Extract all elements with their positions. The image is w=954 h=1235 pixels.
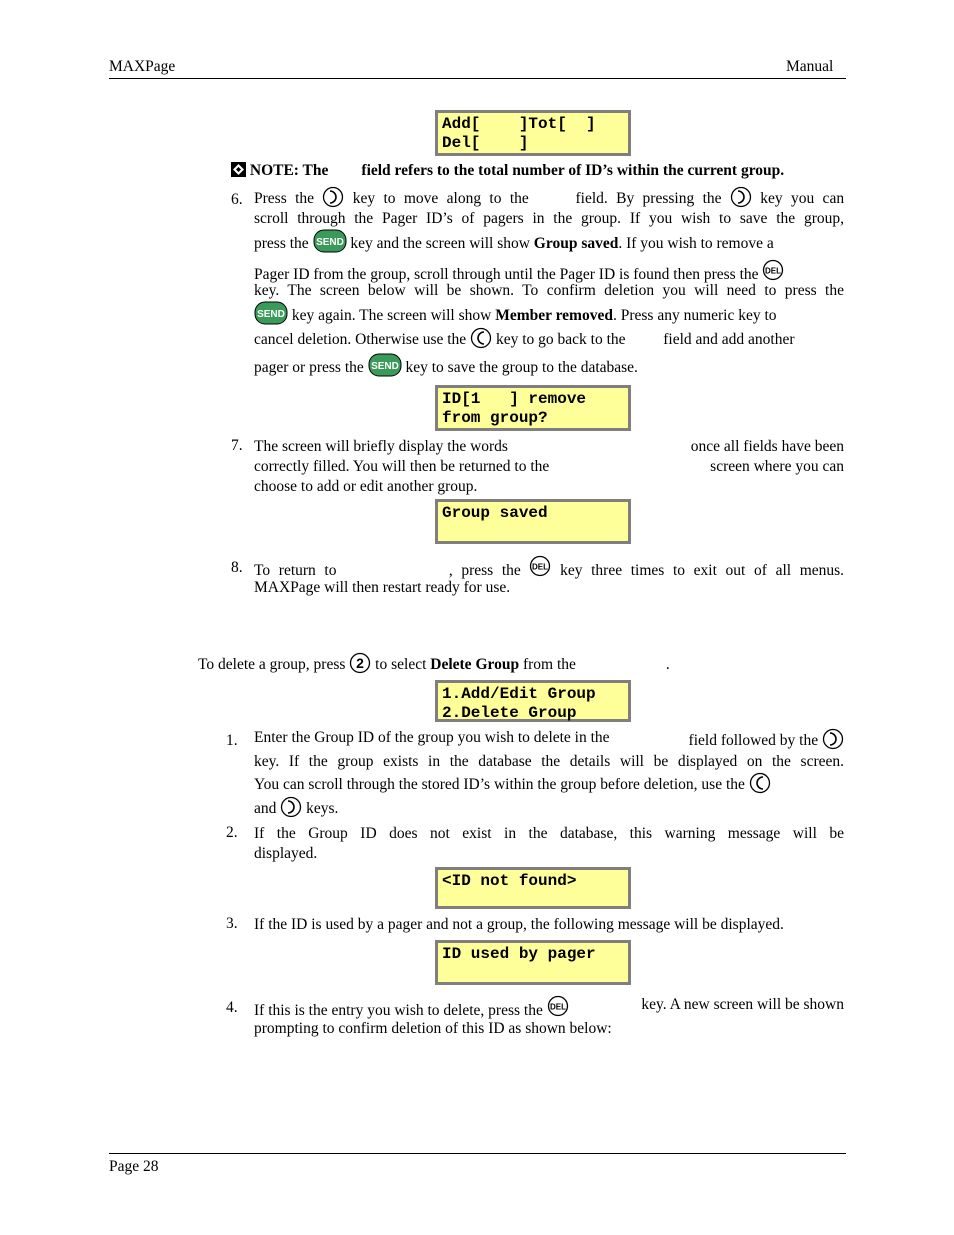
- send-key-label: SEND: [257, 309, 285, 320]
- text: field and add another: [663, 331, 795, 348]
- step-8: [254, 555, 844, 598]
- text: cancel deletion. Otherwise use the: [254, 331, 467, 348]
- number-2-key-icon: [349, 652, 371, 674]
- text: key again. The screen will show: [291, 307, 492, 324]
- step-number: 4.: [226, 999, 238, 1016]
- text: key to move along to the: [352, 190, 529, 207]
- del-key-icon: [547, 995, 569, 1017]
- header-title: MAXPage: [109, 58, 176, 75]
- left-arrow-key-icon: [749, 772, 771, 794]
- text: .: [665, 656, 670, 673]
- lcd-id-used-by-pager-screen: [435, 940, 631, 985]
- header-manual: Manual: [786, 58, 834, 75]
- text: If the Group ID does not exist in the database, this warning message will be: [254, 825, 844, 842]
- send-key-icon: [313, 229, 347, 253]
- lcd-remove-screen: [435, 385, 631, 431]
- text: . If you wish to remove a: [618, 235, 774, 252]
- send-key-icon: [254, 301, 288, 325]
- text: keys.: [306, 800, 339, 817]
- text: and: [254, 800, 277, 817]
- step-number: 3.: [226, 915, 238, 932]
- bold-text: Group saved: [533, 235, 619, 252]
- step-7: [254, 437, 844, 497]
- bold-text: Delete Group: [430, 656, 520, 673]
- text: Press the: [254, 190, 315, 207]
- right-arrow-key-icon: [730, 186, 752, 208]
- text: key. If the group exists in the database the details will be displayed on the screen.: [254, 753, 844, 770]
- note-icon: [231, 162, 246, 177]
- text: key to go back to the: [495, 331, 626, 348]
- text: The screen will briefly display the words: [254, 438, 508, 455]
- lcd-line: Del[ ]: [442, 134, 529, 152]
- step-6: [254, 186, 845, 376]
- lcd-line: ID[1 ] remove: [442, 390, 587, 408]
- page-number: Page 28: [109, 1158, 159, 1175]
- text: displayed.: [254, 845, 318, 862]
- text: . Press any numeric key to: [612, 307, 777, 324]
- delete-step-4: [254, 995, 844, 1039]
- left-arrow-key-icon: [470, 327, 492, 349]
- header-rule: [109, 78, 846, 79]
- text: field. By pressing the: [575, 190, 722, 207]
- lcd-line: <ID not found>: [442, 872, 577, 890]
- del-key-icon: [762, 259, 784, 281]
- text: press the: [254, 235, 309, 252]
- text: scroll through the Pager ID’s of pagers in the group. If you wish to save the group,: [254, 210, 844, 227]
- text: To delete a group, press: [198, 656, 346, 673]
- del-key-icon: [529, 555, 551, 577]
- number-2-key-label: 2: [356, 655, 365, 671]
- text: pager or press the: [254, 359, 364, 376]
- step-number: 7.: [231, 437, 243, 454]
- text: , press the: [448, 562, 521, 579]
- text: key you can: [760, 190, 845, 207]
- text: To return to: [254, 562, 337, 579]
- text: MAXPage will then restart ready for use.: [254, 579, 511, 596]
- del-key-label: DEL: [532, 562, 549, 572]
- text: once all fields have been: [690, 438, 844, 455]
- delete-step-2: [254, 824, 844, 864]
- lcd-group-menu-screen: [435, 680, 631, 722]
- send-key-icon: [368, 353, 402, 377]
- text: key three times to exit out of all menus.: [560, 562, 845, 579]
- text: to select: [375, 656, 427, 673]
- bold-text: Member removed: [495, 307, 613, 324]
- text: from the: [522, 656, 576, 673]
- note-text: field refers to the total number of ID’s within the current group.: [361, 162, 785, 179]
- lcd-line: 2.Delete Group: [442, 704, 577, 722]
- text: Enter the Group ID of the group you wish to delete in the: [254, 729, 610, 746]
- right-arrow-key-icon: [280, 796, 302, 818]
- lcd-id-not-found-screen: [435, 867, 631, 909]
- send-key-label: SEND: [370, 361, 399, 372]
- text: prompting to confirm deletion of this ID as shown below:: [254, 1020, 612, 1037]
- note-label: NOTE: The: [249, 162, 329, 179]
- delete-group-intro: [198, 652, 670, 676]
- del-key-label: DEL: [549, 1002, 566, 1012]
- step-number: 2.: [226, 824, 238, 841]
- text: If the ID is used by a pager and not a group, the following message will be displayed.: [254, 916, 784, 933]
- delete-step-3: [254, 915, 844, 935]
- text: You can scroll through the stored ID’s within the group before deletion, use the: [254, 776, 745, 793]
- lcd-line: Group saved: [442, 504, 548, 522]
- del-key-label: DEL: [765, 266, 782, 276]
- lcd-group-saved-screen: [435, 499, 631, 544]
- text: correctly filled. You will then be returned to the: [254, 458, 550, 475]
- lcd-line: ID used by pager: [442, 945, 596, 963]
- lcd-line: 1.Add/Edit Group: [442, 685, 596, 703]
- text: key to save the group to the database.: [405, 359, 638, 376]
- lcd-line: from group?: [442, 409, 548, 427]
- step-number: 1.: [226, 732, 238, 749]
- step-number: 6.: [231, 191, 243, 208]
- footer-rule: [109, 1153, 846, 1154]
- step-number: 8.: [231, 559, 243, 576]
- text: key and the screen will show: [350, 235, 530, 252]
- text: key. The screen below will be shown. To confirm deletion you will need to press the: [254, 282, 844, 299]
- delete-step-1: [254, 728, 844, 816]
- text: Pager ID from the group, scroll through until the Pager ID is found then press the: [254, 266, 759, 283]
- note: [231, 162, 784, 180]
- send-key-label: SEND: [315, 237, 344, 248]
- text: field followed by the: [688, 732, 819, 749]
- text: If this is the entry you wish to delete, press the: [254, 1002, 543, 1019]
- right-arrow-key-icon: [822, 728, 844, 750]
- lcd-add-del-screen: [435, 110, 631, 156]
- text: key. A new screen will be shown: [641, 996, 844, 1013]
- text: screen where you can: [710, 458, 844, 475]
- lcd-line: Add[ ]Tot[ ]: [442, 115, 596, 133]
- text: choose to add or edit another group.: [254, 478, 478, 495]
- right-arrow-key-icon: [322, 186, 344, 208]
